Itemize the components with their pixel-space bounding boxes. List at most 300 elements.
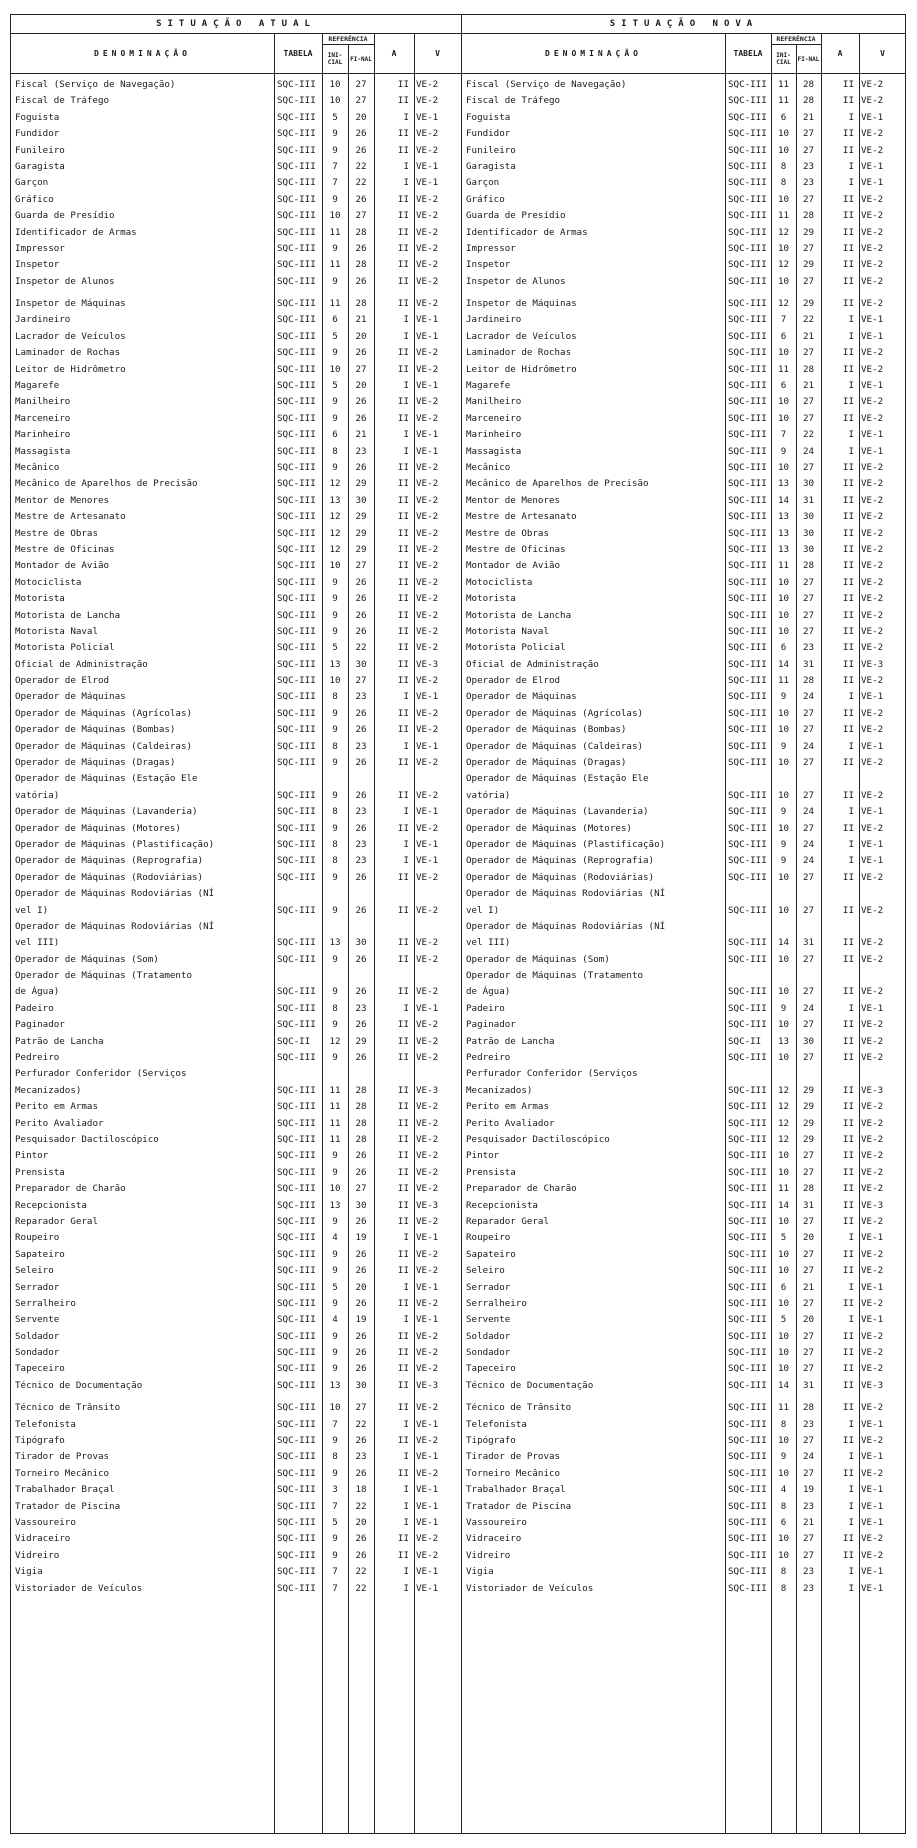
tabela-cell: SQC-III xyxy=(277,330,316,342)
final-cell: 26 xyxy=(355,1467,367,1479)
final-cell: 27 xyxy=(802,1467,815,1479)
a-cell: II xyxy=(842,593,854,605)
final-cell: 26 xyxy=(355,1052,367,1064)
tabela-cell: SQC-III xyxy=(277,724,316,736)
v-cell: VE-2 xyxy=(416,226,439,238)
tabela-cell: SQC-III xyxy=(728,210,767,222)
a-cell: II xyxy=(397,871,409,883)
final-cell: 27 xyxy=(802,1549,815,1561)
table-row xyxy=(462,1132,906,1148)
v-cell: VE-1 xyxy=(861,1418,884,1430)
final-cell: 30 xyxy=(355,937,367,949)
a-cell: II xyxy=(397,494,409,506)
inicial-cell: 5 xyxy=(332,1281,338,1293)
inicial-cell: 8 xyxy=(780,177,787,189)
v-cell: VE-2 xyxy=(416,1052,439,1064)
a-cell: II xyxy=(842,478,854,490)
table-row xyxy=(462,1329,906,1345)
denominacao-cell: Inspetor de Máquinas xyxy=(466,298,577,310)
table-row xyxy=(462,1433,906,1449)
a-cell: I xyxy=(403,740,409,752)
final-cell: 27 xyxy=(802,871,815,883)
a-cell: I xyxy=(848,838,854,850)
tabela-cell: SQC-III xyxy=(277,259,316,271)
a-cell: II xyxy=(397,1330,409,1342)
v-cell: VE-1 xyxy=(416,111,439,123)
a-cell: I xyxy=(848,806,854,818)
v-cell xyxy=(861,1066,905,1082)
inicial-cell: 9 xyxy=(332,609,338,621)
final-cell: 23 xyxy=(802,160,815,172)
tabela-cell xyxy=(277,919,321,935)
v-cell: VE-1 xyxy=(861,806,884,818)
v-cell: VE-2 xyxy=(416,757,439,769)
inicial-cell: 3 xyxy=(332,1484,338,1496)
final-cell: 24 xyxy=(802,855,815,867)
table-row xyxy=(11,460,461,476)
a-cell: II xyxy=(842,1402,854,1414)
table-row xyxy=(11,1165,461,1181)
inicial-cell: 11 xyxy=(329,226,341,238)
denominacao-cell: Lacrador de Veículos xyxy=(15,330,126,342)
table-row xyxy=(462,1417,906,1433)
table-row xyxy=(11,1378,461,1394)
final-cell: 27 xyxy=(802,1150,815,1162)
denominacao-cell: Operador de Máquinas (Lavanderia) xyxy=(466,806,649,818)
final-cell: 27 xyxy=(802,1297,815,1309)
denominacao-cell: Massagista xyxy=(15,445,71,457)
denominacao-cell: Operador de Máquinas Rodoviárias (NÍ xyxy=(15,888,215,900)
denominacao-cell: Pesquisador Dactiloscópico xyxy=(15,1134,159,1145)
final-cell: 22 xyxy=(355,1582,367,1594)
new-situation-panel xyxy=(461,15,906,1833)
tabela-cell: SQC-III xyxy=(728,1215,767,1227)
tabela-header: TABELA xyxy=(283,48,313,58)
table-row xyxy=(462,493,906,509)
a-cell: II xyxy=(842,144,854,156)
v-cell: VE-2 xyxy=(861,822,884,834)
v-cell: VE-2 xyxy=(416,1150,439,1162)
a-cell: II xyxy=(397,95,409,107)
tabela-cell: SQC-III xyxy=(728,1484,767,1496)
final-cell: 27 xyxy=(802,576,815,588)
final-cell: 27 xyxy=(802,461,815,473)
tabela-cell: SQC-III xyxy=(277,380,316,392)
denominacao-cell: Reparador Geral xyxy=(15,1215,98,1227)
tabela-cell: SQC-III xyxy=(728,478,767,490)
final-cell: 26 xyxy=(355,1265,367,1277)
denominacao-cell: Jardineiro xyxy=(466,314,522,326)
tabela-cell: SQC-III xyxy=(728,1314,767,1326)
tabela-cell: SQC-III xyxy=(728,1467,767,1479)
denominacao-cell: vel I) xyxy=(15,904,49,916)
inicial-cell xyxy=(323,968,347,984)
denominacao-cell: Guarda de Presídio xyxy=(15,210,115,222)
final-cell: 31 xyxy=(802,658,815,670)
table-row xyxy=(11,1247,461,1263)
a-header: A xyxy=(837,48,843,58)
denominacao-cell: Marinheiro xyxy=(15,429,71,441)
final-cell: 22 xyxy=(802,429,815,441)
final-cell: 23 xyxy=(355,855,367,867)
tabela-cell: SQC-III xyxy=(728,193,767,205)
inicial-cell: 10 xyxy=(777,724,790,736)
final-cell: 26 xyxy=(355,1330,367,1342)
denominacao-cell: Impressor xyxy=(466,242,516,254)
v-cell: VE-2 xyxy=(861,1467,884,1479)
denominacao-cell: Recepcionista xyxy=(466,1199,538,1211)
a-cell: II xyxy=(397,822,409,834)
v-cell: VE-1 xyxy=(861,160,884,172)
denominacao-cell: Operador de Máquinas (Plastificação) xyxy=(15,838,215,850)
v-cell: VE-2 xyxy=(861,226,884,238)
v-cell: VE-2 xyxy=(861,259,884,271)
v-cell: VE-1 xyxy=(416,855,439,867)
inicial-cell xyxy=(323,771,347,787)
tabela-cell: SQC-III xyxy=(728,330,767,342)
tabela-cell: SQC-III xyxy=(728,314,767,326)
v-cell: VE-2 xyxy=(861,527,884,539)
table-row xyxy=(11,1361,461,1377)
inicial-cell: 12 xyxy=(777,259,790,271)
inicial-cell: 9 xyxy=(332,822,338,834)
final-cell: 26 xyxy=(355,822,367,834)
inicial-cell: 7 xyxy=(332,1582,338,1594)
final-cell: 23 xyxy=(355,445,367,457)
tabela-cell: SQC-III xyxy=(277,953,316,965)
denominacao-cell: Mecânico de Aparelhos de Precisão xyxy=(466,478,649,490)
tabela-cell: SQC-III xyxy=(277,193,316,205)
inicial-cell: 9 xyxy=(332,1297,338,1309)
a-cell: I xyxy=(848,111,854,123)
final-cell: 29 xyxy=(802,226,815,238)
tabela-cell: SQC-III xyxy=(277,1467,316,1479)
inicial-cell: 8 xyxy=(780,160,787,172)
v-cell: VE-2 xyxy=(861,871,884,883)
tabela-cell: SQC-III xyxy=(728,1533,767,1545)
tabela-cell: SQC-III xyxy=(728,1451,767,1463)
table-row xyxy=(11,1116,461,1132)
tabela-cell: SQC-III xyxy=(277,560,316,572)
final-cell: 26 xyxy=(355,144,367,156)
table-row xyxy=(462,935,906,951)
tabela-cell: SQC-III xyxy=(277,1297,316,1309)
a-cell: I xyxy=(848,1281,854,1293)
v-cell: VE-2 xyxy=(861,347,884,359)
v-cell: VE-2 xyxy=(861,478,884,490)
final-cell: 23 xyxy=(802,1566,815,1578)
inicial-cell: 9 xyxy=(332,1549,338,1561)
tabela-cell: SQC-III xyxy=(277,625,316,637)
final-cell xyxy=(349,886,373,902)
v-cell: VE-2 xyxy=(861,1134,884,1145)
denominacao-cell: Leitor de Hidrômetro xyxy=(466,363,577,375)
referencia-header: REFERÊNCIA xyxy=(322,33,374,45)
final-cell: 31 xyxy=(802,1199,815,1211)
final-cell: 27 xyxy=(802,609,815,621)
v-cell: VE-2 xyxy=(416,95,439,107)
final-cell: 30 xyxy=(355,1379,367,1391)
final-cell: 27 xyxy=(802,1533,815,1545)
a-cell: II xyxy=(842,1199,854,1211)
table-row xyxy=(11,476,461,492)
table-row xyxy=(11,159,461,175)
v-cell: VE-2 xyxy=(861,904,884,916)
a-cell: II xyxy=(842,396,854,408)
table-row xyxy=(462,1466,906,1482)
v-cell: VE-2 xyxy=(861,95,884,107)
table-row xyxy=(11,1034,461,1050)
tabela-cell: SQC-III xyxy=(728,625,767,637)
v-cell: VE-2 xyxy=(416,396,439,408)
tabela-cell: SQC-III xyxy=(277,543,316,555)
inicial-cell xyxy=(772,968,795,984)
final-cell: 20 xyxy=(355,380,367,392)
tabela-cell: SQC-III xyxy=(728,1418,767,1430)
a-cell: I xyxy=(848,1484,854,1496)
v-cell: VE-3 xyxy=(861,1199,884,1211)
inicial-cell: 13 xyxy=(329,1199,341,1211)
v-cell xyxy=(416,771,460,787)
inicial-cell: 9 xyxy=(332,347,338,359)
table-row xyxy=(11,110,461,126)
denominacao-cell: Operador de Máquinas (Motores) xyxy=(15,822,181,834)
final-cell: 26 xyxy=(355,1297,367,1309)
denominacao-cell: Inspetor de Alunos xyxy=(466,275,566,287)
final-cell: 21 xyxy=(802,330,815,342)
denominacao-cell: Serralheiro xyxy=(466,1297,527,1309)
denominacao-cell: Inspetor xyxy=(466,259,511,271)
tabela-cell: SQC-III xyxy=(277,691,316,703)
a-cell: I xyxy=(403,1451,409,1463)
tabela-cell: SQC-III xyxy=(277,937,316,949)
inicial-cell: 9 xyxy=(332,593,338,605)
tabela-cell: SQC-III xyxy=(277,445,316,457)
inicial-cell: 9 xyxy=(332,576,338,588)
v-cell: VE-1 xyxy=(416,1281,439,1293)
a-cell: II xyxy=(842,511,854,523)
a-cell xyxy=(822,771,854,787)
denominacao-cell: de Água) xyxy=(15,986,60,998)
inicial-cell: 9 xyxy=(332,904,338,916)
a-cell: II xyxy=(397,1265,409,1277)
v-cell: VE-2 xyxy=(416,937,439,949)
table-row xyxy=(11,935,461,951)
inicial-cell: 13 xyxy=(329,937,341,949)
denominacao-cell: Pintor xyxy=(15,1150,49,1162)
inicial-cell: 8 xyxy=(332,838,338,850)
inicial-cell: 11 xyxy=(777,1183,790,1195)
table-row xyxy=(462,739,906,755)
tabela-cell: SQC-III xyxy=(277,757,316,769)
final-cell: 18 xyxy=(355,1484,367,1496)
inicial-cell xyxy=(323,886,347,902)
v-cell: VE-1 xyxy=(861,1500,884,1512)
v-cell: VE-1 xyxy=(416,1418,439,1430)
table-row xyxy=(11,192,461,208)
denominacao-cell: Foguista xyxy=(466,111,511,123)
tabela-cell: SQC-III xyxy=(277,1232,316,1244)
a-cell: II xyxy=(397,79,409,90)
table-row xyxy=(462,126,906,142)
denominacao-cell: Roupeiro xyxy=(15,1232,60,1244)
inicial-cell: 9 xyxy=(332,757,338,769)
final-cell xyxy=(797,968,820,984)
a-cell: II xyxy=(397,226,409,238)
table-row xyxy=(11,1230,461,1246)
inicial-cell: 9 xyxy=(332,724,338,736)
table-row xyxy=(462,1499,906,1515)
final-cell: 27 xyxy=(802,1248,815,1260)
final-cell: 27 xyxy=(355,560,367,572)
a-cell: I xyxy=(403,855,409,867)
tabela-cell: SQC-III xyxy=(277,1019,316,1031)
denominacao-cell: Padeiro xyxy=(15,1002,54,1014)
a-cell: I xyxy=(848,445,854,457)
v-cell: VE-2 xyxy=(861,1330,884,1342)
tabela-cell: SQC-III xyxy=(277,1435,316,1447)
current-rows xyxy=(11,77,461,1833)
table-row xyxy=(11,1312,461,1328)
denominacao-cell: vel III) xyxy=(15,937,60,949)
table-row xyxy=(11,1548,461,1564)
a-cell: II xyxy=(397,1297,409,1309)
a-cell: II xyxy=(397,757,409,769)
v-cell: VE-2 xyxy=(861,511,884,523)
current-situation-title: SITUAÇÃO ATUAL xyxy=(11,15,461,34)
inicial-cell: 10 xyxy=(777,593,790,605)
final-cell: 28 xyxy=(355,1134,367,1145)
final-cell: 26 xyxy=(355,461,367,473)
tabela-cell: SQC-III xyxy=(277,1314,316,1326)
a-cell: I xyxy=(403,1314,409,1326)
table-row xyxy=(462,1515,906,1531)
table-row xyxy=(11,175,461,191)
a-cell: II xyxy=(397,363,409,375)
table-row xyxy=(462,225,906,241)
v-cell: VE-2 xyxy=(416,1330,439,1342)
inicial-cell: 10 xyxy=(777,1019,790,1031)
v-cell: VE-2 xyxy=(416,1035,439,1047)
denominacao-cell: Operador de Máquinas xyxy=(15,691,126,703)
table-row xyxy=(11,509,461,525)
denominacao-cell: Motorista Policial xyxy=(466,642,566,654)
inicial-cell: 10 xyxy=(777,904,790,916)
denominacao-cell: Tratador de Piscina xyxy=(15,1500,121,1512)
a-cell: I xyxy=(403,1582,409,1594)
a-cell: II xyxy=(397,275,409,287)
table-row xyxy=(11,919,461,935)
tabela-cell: SQC-III xyxy=(277,1166,316,1178)
v-cell: VE-1 xyxy=(861,1516,884,1528)
denominacao-cell: Fiscal (Serviço de Navegação) xyxy=(466,79,627,90)
inicial-cell: 7 xyxy=(332,177,338,189)
v-cell: VE-2 xyxy=(861,707,884,719)
denominacao-cell: Sondador xyxy=(15,1347,60,1359)
denominacao-header: DENOMINAÇÃO xyxy=(545,48,642,58)
table-row xyxy=(462,1564,906,1580)
a-cell: II xyxy=(397,461,409,473)
a-cell: I xyxy=(848,1232,854,1244)
tabela-cell: SQC-III xyxy=(728,986,767,998)
tabela-cell: SQC-III xyxy=(277,1281,316,1293)
inicial-cell: 5 xyxy=(332,111,338,123)
a-cell: II xyxy=(842,822,854,834)
final-cell: 26 xyxy=(355,412,367,424)
tabela-cell: SQC-III xyxy=(277,1347,316,1359)
table-row xyxy=(462,771,906,787)
tabela-cell: SQC-III xyxy=(728,691,767,703)
table-row xyxy=(11,526,461,542)
tabela-cell: SQC-III xyxy=(728,1052,767,1064)
tabela-cell: SQC-III xyxy=(277,789,316,801)
tabela-cell: SQC-III xyxy=(728,953,767,965)
tabela-cell: SQC-III xyxy=(277,160,316,172)
final-cell: 19 xyxy=(355,1232,367,1244)
denominacao-cell: Preparador de Charão xyxy=(15,1183,126,1195)
final-cell: 24 xyxy=(802,740,815,752)
table-row xyxy=(11,1099,461,1115)
v-cell: VE-2 xyxy=(861,724,884,736)
table-row xyxy=(462,1099,906,1115)
inicial-cell: 5 xyxy=(332,330,338,342)
denominacao-cell: Mecânico xyxy=(466,461,511,473)
a-cell: II xyxy=(397,1199,409,1211)
a-cell: II xyxy=(397,707,409,719)
table-row xyxy=(462,1548,906,1564)
table-row xyxy=(11,722,461,738)
tabela-cell: SQC-III xyxy=(728,111,767,123)
table-row xyxy=(11,1449,461,1465)
final-cell: 26 xyxy=(355,1248,367,1260)
final-cell: 23 xyxy=(355,1451,367,1463)
v-cell: VE-2 xyxy=(861,210,884,222)
a-cell: II xyxy=(842,953,854,965)
a-cell: II xyxy=(842,363,854,375)
inicial-cell: 10 xyxy=(777,625,790,637)
v-cell: VE-3 xyxy=(861,1084,884,1096)
final-cell: 27 xyxy=(802,193,815,205)
a-cell xyxy=(822,1066,854,1082)
final-cell: 23 xyxy=(355,806,367,818)
inicial-cell: 10 xyxy=(777,789,790,801)
tabela-cell: SQC-III xyxy=(728,347,767,359)
v-cell: VE-2 xyxy=(416,1402,439,1414)
table-row xyxy=(462,542,906,558)
inicial-cell: 9 xyxy=(332,1533,338,1545)
table-row xyxy=(11,1001,461,1017)
final-cell: 26 xyxy=(355,1019,367,1031)
tabela-cell: SQC-III xyxy=(728,494,767,506)
a-cell: II xyxy=(842,210,854,222)
final-cell: 27 xyxy=(802,904,815,916)
final-cell: 26 xyxy=(355,1215,367,1227)
a-cell xyxy=(375,919,409,935)
tabela-header: TABELA xyxy=(733,48,763,58)
a-cell: II xyxy=(397,642,409,654)
table-row xyxy=(462,640,906,656)
table-row xyxy=(462,1230,906,1246)
tabela-cell: SQC-III xyxy=(728,461,767,473)
final-cell: 26 xyxy=(355,724,367,736)
table-row xyxy=(11,837,461,853)
a-cell: II xyxy=(842,1215,854,1227)
final-cell: 26 xyxy=(355,128,367,140)
table-row xyxy=(11,394,461,410)
a-cell: II xyxy=(842,757,854,769)
denominacao-cell: Torneiro Mecânico xyxy=(15,1467,110,1479)
final-cell: 26 xyxy=(355,1150,367,1162)
